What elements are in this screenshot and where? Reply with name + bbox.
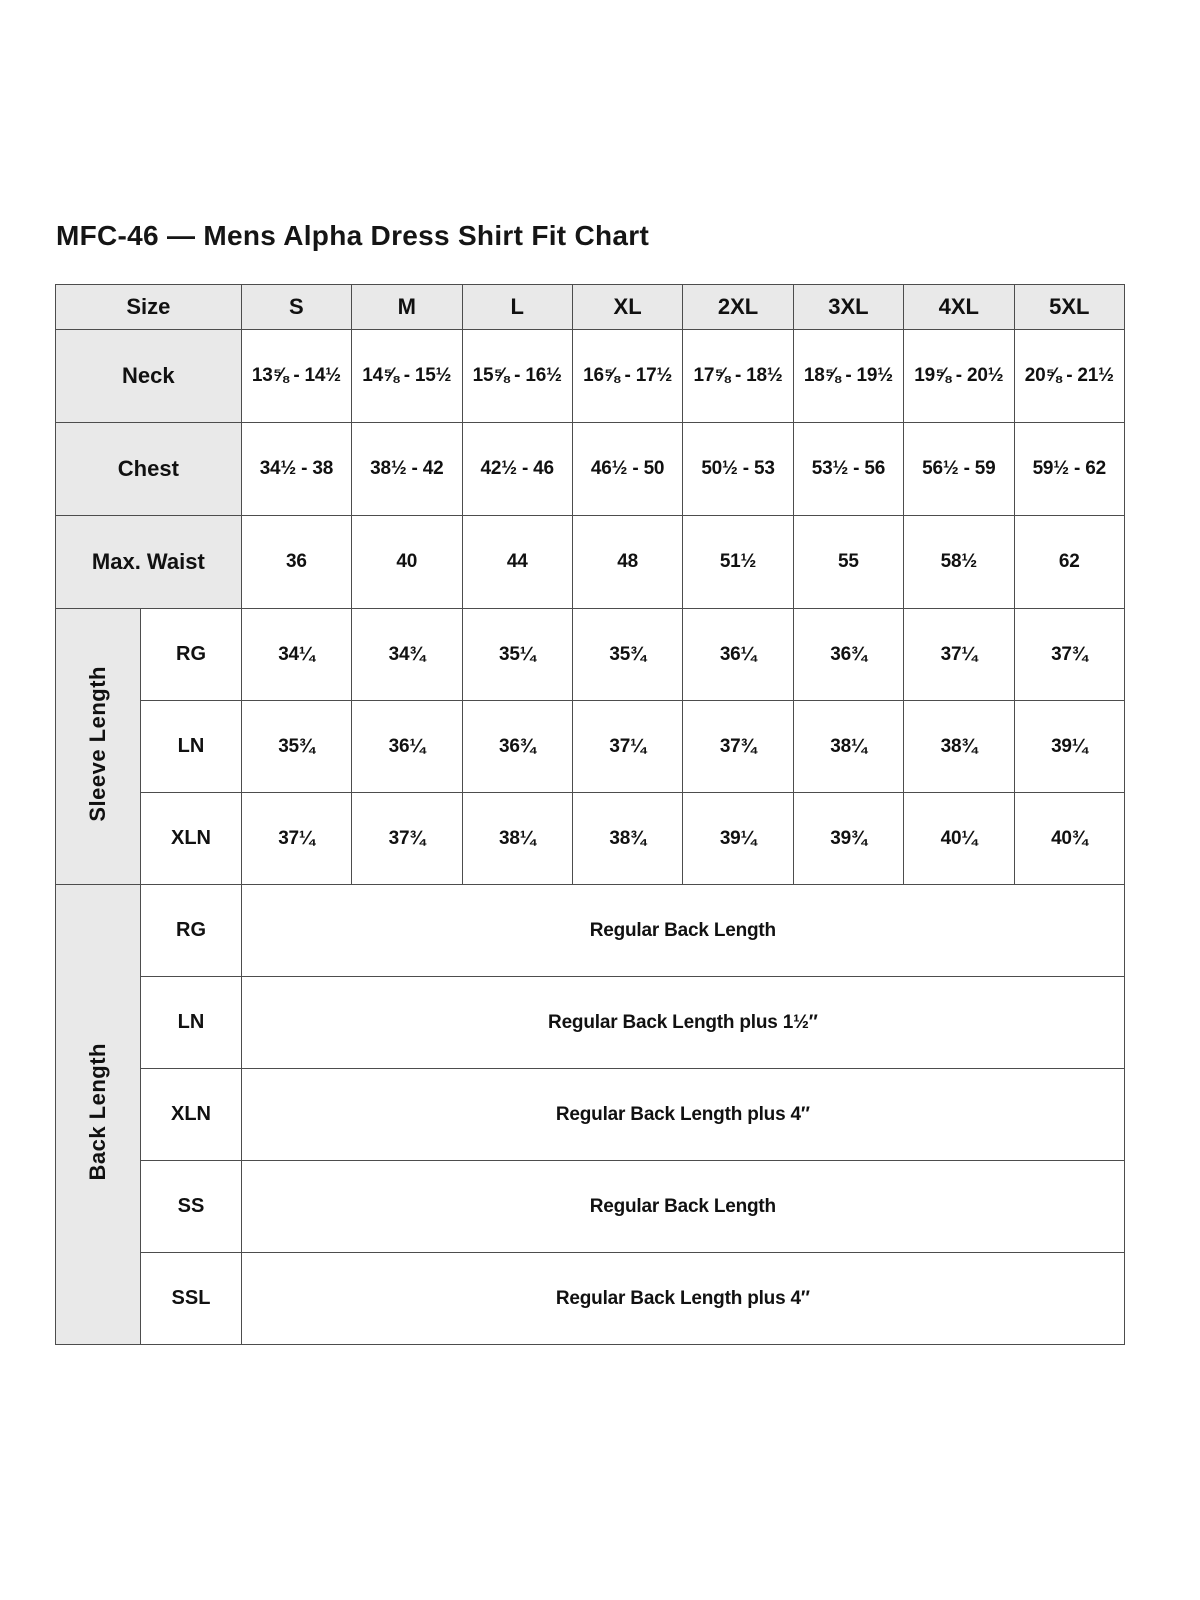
back-row-label-rg: RG (141, 885, 241, 977)
chest-value: 34½ - 38 (241, 423, 351, 516)
sleeve-xln-value: 37¼ (241, 793, 351, 885)
neck-value: 18⅝ - 19½ (793, 330, 903, 423)
sleeve-xln-row (56, 793, 1125, 885)
waist-value: 62 (1014, 516, 1124, 609)
sleeve-row-label-ln: LN (141, 701, 241, 793)
row-label-neck: Neck (56, 330, 242, 423)
sleeve-ln-value: 36¼ (352, 701, 462, 793)
page-title: MFC-46 — Mens Alpha Dress Shirt Fit Chart (56, 220, 650, 251)
header-row (56, 285, 1125, 330)
neck-value: 17⅝ - 18½ (683, 330, 793, 423)
chest-value: 53½ - 56 (793, 423, 903, 516)
chest-value: 46½ - 50 (572, 423, 682, 516)
neck-value: 13⅝ - 14½ (241, 330, 351, 423)
sleeve-xln-value: 38¾ (572, 793, 682, 885)
size-col-5xl: 5XL (1014, 285, 1124, 330)
neck-value: 19⅝ - 20½ (904, 330, 1014, 423)
back-ss-text: Regular Back Length (241, 1161, 1124, 1253)
size-col-s: S (241, 285, 351, 330)
neck-value: 20⅝ - 21½ (1014, 330, 1124, 423)
sleeve-xln-value: 40¼ (904, 793, 1014, 885)
sleeve-rg-value: 37¾ (1014, 609, 1124, 701)
group-label-back-length (56, 885, 141, 1345)
waist-value: 51½ (683, 516, 793, 609)
size-header-cell: Size (56, 285, 242, 330)
neck-value: 16⅝ - 17½ (572, 330, 682, 423)
sleeve-xln-value: 40¾ (1014, 793, 1124, 885)
back-rg-row (56, 885, 1125, 977)
waist-value: 55 (793, 516, 903, 609)
sleeve-length-label: Sleeve Length (85, 666, 111, 822)
waist-value: 48 (572, 516, 682, 609)
row-label-chest: Chest (56, 423, 242, 516)
chest-value: 38½ - 42 (352, 423, 462, 516)
neck-row (56, 330, 1125, 423)
size-col-4xl: 4XL (904, 285, 1014, 330)
back-row-label-ss: SS (141, 1161, 241, 1253)
sleeve-rg-value: 35¼ (462, 609, 572, 701)
waist-value: 40 (352, 516, 462, 609)
back-length-label: Back Length (85, 1043, 111, 1181)
sleeve-rg-value: 35¾ (572, 609, 682, 701)
sleeve-rg-value: 37¼ (904, 609, 1014, 701)
waist-value: 58½ (904, 516, 1014, 609)
waist-value: 36 (241, 516, 351, 609)
neck-value: 15⅝ - 16½ (462, 330, 572, 423)
sleeve-rg-row (56, 609, 1125, 701)
back-row-label-ln: LN (141, 977, 241, 1069)
back-ssl-row (56, 1253, 1125, 1345)
size-col-3xl: 3XL (793, 285, 903, 330)
sleeve-xln-value: 39¾ (793, 793, 903, 885)
chest-row (56, 423, 1125, 516)
sleeve-rg-value: 36¾ (793, 609, 903, 701)
back-xln-row (56, 1069, 1125, 1161)
back-row-label-xln: XLN (141, 1069, 241, 1161)
sleeve-ln-value: 38¼ (793, 701, 903, 793)
fit-chart-table (55, 284, 1125, 1345)
neck-value: 14⅝ - 15½ (352, 330, 462, 423)
sleeve-rg-value: 34¼ (241, 609, 351, 701)
size-col-m: M (352, 285, 462, 330)
back-rg-text: Regular Back Length (241, 885, 1124, 977)
back-row-label-ssl: SSL (141, 1253, 241, 1345)
sleeve-ln-row (56, 701, 1125, 793)
sleeve-ln-value: 38¾ (904, 701, 1014, 793)
sleeve-ln-value: 35¾ (241, 701, 351, 793)
back-ssl-text: Regular Back Length plus 4″ (241, 1253, 1124, 1345)
size-col-xl: XL (572, 285, 682, 330)
chest-value: 59½ - 62 (1014, 423, 1124, 516)
back-xln-text: Regular Back Length plus 4″ (241, 1069, 1124, 1161)
back-ln-row (56, 977, 1125, 1069)
group-label-sleeve-length (56, 609, 141, 885)
sleeve-row-label-rg: RG (141, 609, 241, 701)
chest-value: 56½ - 59 (904, 423, 1014, 516)
max-waist-row (56, 516, 1125, 609)
chest-value: 50½ - 53 (683, 423, 793, 516)
chest-value: 42½ - 46 (462, 423, 572, 516)
sleeve-ln-value: 39¼ (1014, 701, 1124, 793)
sleeve-ln-value: 36¾ (462, 701, 572, 793)
sleeve-rg-value: 36¼ (683, 609, 793, 701)
row-label-max-waist: Max. Waist (56, 516, 242, 609)
waist-value: 44 (462, 516, 572, 609)
sleeve-xln-value: 37¾ (352, 793, 462, 885)
sleeve-row-label-xln: XLN (141, 793, 241, 885)
sleeve-rg-value: 34¾ (352, 609, 462, 701)
sleeve-ln-value: 37¾ (683, 701, 793, 793)
sleeve-xln-value: 39¼ (683, 793, 793, 885)
back-ln-text: Regular Back Length plus 1½″ (241, 977, 1124, 1069)
sleeve-ln-value: 37¼ (572, 701, 682, 793)
size-col-l: L (462, 285, 572, 330)
size-col-2xl: 2XL (683, 285, 793, 330)
sleeve-xln-value: 38¼ (462, 793, 572, 885)
back-ss-row (56, 1161, 1125, 1253)
